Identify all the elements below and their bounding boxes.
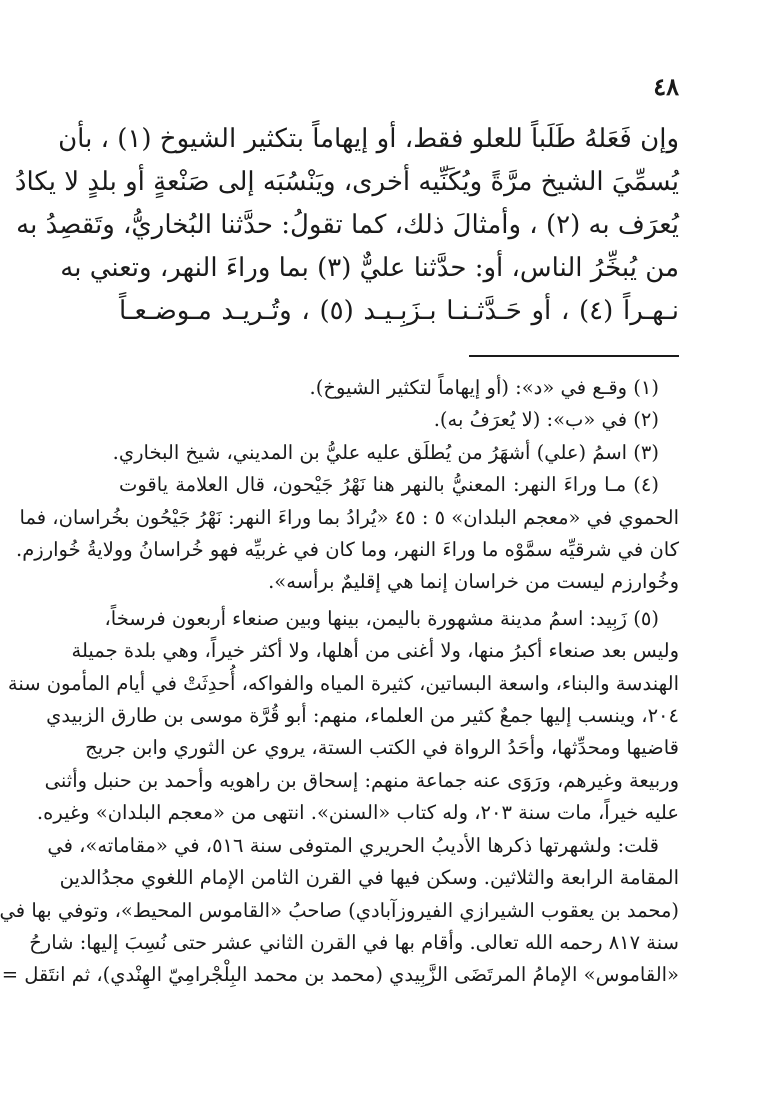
- footnote-2: (٢) في «ب»: (لا يُعرَفُ به).: [433, 408, 659, 432]
- footnote-5-cont: ٢٠٤، وينسب إليها جمعٌ كثير من العلماء، منهم: أبو قُرَّة موسى بن طارق الزبيدي: [46, 704, 679, 728]
- footnote-3: (٣) اسمُ (علي) أشهَرُ من يُطلَق عليه عليُّ بن المديني، شيخ البخاري.: [112, 440, 659, 464]
- page-number: ٤٨: [653, 72, 679, 101]
- footnote-4: (٤) مـا وراءَ النهر: المعنيُّ بالنهر هنا نَهْرُ جَيْحون، قال العلامة ياقوت: [119, 473, 659, 497]
- footnote-4-cont: كان في شرقيِّه سمَّوْه ما وراءَ النهر، وما كان في غربيِّه فهو خُراسانُ وولايةُ خُوارزم.: [16, 538, 679, 562]
- footnote-4-cont: الحموي في «معجم البلدان» ٥ : ٤٥ «يُرادُ بما وراءَ النهر: نَهْرُ جَيْحُون بخُراسان، فما: [19, 505, 679, 529]
- main-text-line: يُعرَف به (٢) ، وأمثالَ ذلك، كما تقولُ: حدَّثنا البُخاريُّ، وتَقصِدُ به: [16, 210, 679, 240]
- footnote-5-note-cont: (محمد بن يعقوب الشيرازي الفيروزآبادي) صاحبُ «القاموس المحيط»، وتوفي بها في: [0, 898, 679, 922]
- footnote-1: (١) وقـع في «د»: (أو إيهاماً لتكثير الشيوخ).: [309, 376, 659, 399]
- footnote-5-note-cont: المقامة الرابعة والثلاثين. وسكن فيها في القرن الثامن الإمام اللغوي مجدُالدين: [59, 866, 679, 890]
- footnote-5-cont: الهندسة والبناء، واسعة البساتين، كثيرة المياه والفواكه، أُحدِثَتْ في أيام المأمون سنة: [7, 671, 679, 695]
- footnote-5-note: قلت: ولشهرتها ذكرها الأديبُ الحريري المتوفى سنة ٥١٦، في «مقاماته»، في: [47, 833, 659, 857]
- main-text-line: من يُبخِّرُ الناس، أو: حدَّثنا عليٌّ (٣) بما وراءَ النهر، وتعني به: [60, 253, 679, 283]
- footnote-4-cont: وخُوارزم ليست من خراسان إنما هي إقليمٌ برأسه».: [268, 570, 679, 594]
- main-text-line: وإن فَعَلهُ طَلَباً للعلو فقط، أو إيهاماً بتكثير الشيوخ (١) ، بأن: [58, 124, 679, 154]
- footnote-5: (٥) زَبِيد: اسمُ مدينة مشهورة باليمن، بينها وبين صنعاء أربعون فرسخاً،: [104, 606, 659, 630]
- footnote-separator: [469, 355, 679, 357]
- footnote-5-cont: قاضيها ومحدِّثها، وأحَدُ الرواة في الكتب الستة، يروي عن الثوري وابن جريج: [85, 736, 679, 760]
- footnote-5-note-cont: سنة ٨١٧ رحمه الله تعالى. وأقام بها في القرن الثاني عشر حتى نُسِبَ إليها: شارحُ: [29, 930, 679, 954]
- footnotes: [0, 372, 679, 992]
- main-text-line: يُسمِّيَ الشيخ مرَّةً ويُكَنِّيه أخرى، ويَنْسُبَه إلى صَنْعةٍ أو بلدٍ لا يكادُ: [14, 167, 679, 197]
- footnote-5-cont: عليه خيراً، مات سنة ٢٠٣، وله كتاب «السنن». انتهى من «معجم البلدان» وغيره.: [36, 801, 679, 825]
- footnote-5-cont: وربيعة وغيرهم، ورَوَى عنه جماعة منهم: إسحاق بن راهويه وأحمد بن حنبل وأثنى: [44, 768, 679, 792]
- footnote-5-cont: وليس بعد صنعاء أكبرُ منها، ولا أغنى من أهلها، ولا أكثر خيراً، وهي بلدة جميلة: [71, 639, 679, 663]
- main-text: [14, 118, 679, 333]
- footnote-5-note-cont: «القاموس» الإمامُ المرتَضَى الزَّبِيدي (محمد بن محمد البِلْجْرامِيّ الهِنْدي)، ثم انتَقل =: [1, 963, 679, 987]
- main-text-line: نـهـراً (٤) ، أو حَـدَّثـنـا بـزَبِـيـد (٥) ، وتُـريـد مـوضـعـاً: [119, 296, 679, 326]
